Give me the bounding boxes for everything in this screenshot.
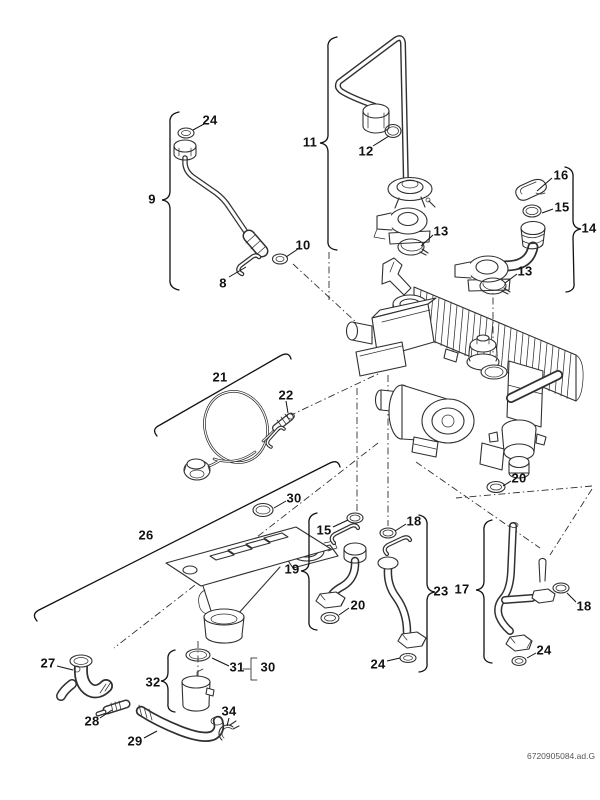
- part-washer-18-left: [380, 528, 396, 538]
- callout-28: 28: [84, 713, 100, 729]
- callout-24-pipe23: 24: [370, 656, 386, 672]
- part-washer-24-top: [178, 128, 194, 138]
- part-oring-30: [253, 504, 273, 517]
- part-hook-clip-21: [267, 428, 284, 448]
- part-washer-15-left: [347, 513, 363, 523]
- bracket-19: [301, 513, 317, 630]
- callout-34: 34: [221, 703, 237, 719]
- callout-27: 27: [40, 655, 56, 671]
- callout-15-right: 15: [554, 199, 570, 215]
- part-pipe-9: [174, 140, 265, 255]
- callout-20-assembly: 20: [511, 470, 527, 486]
- leader-lines: [57, 124, 576, 738]
- part-clip-16: [516, 179, 547, 200]
- part-oring-15-right: [523, 205, 541, 217]
- bracket-32: [161, 650, 175, 712]
- part-washer-20-pipe: [321, 613, 339, 624]
- callout-14: 14: [581, 220, 597, 236]
- callout-13-left: 13: [433, 223, 449, 239]
- part-nipple-28: [98, 701, 126, 714]
- part-pump-head-left: [374, 208, 430, 244]
- callout-24-top: 24: [202, 112, 218, 128]
- assembly-gas-valve: [347, 298, 437, 376]
- part-elbow-27: [61, 655, 111, 696]
- document-code: 6720905084.ad.G: [527, 751, 596, 761]
- part-oring-31: [186, 649, 210, 661]
- callout-9: 9: [148, 191, 156, 207]
- part-clip-23: [385, 537, 410, 554]
- callout-30-oring: 30: [286, 490, 302, 506]
- part-oring-12: [385, 125, 401, 138]
- callout-16: 16: [553, 167, 569, 183]
- bracket-21: [155, 354, 294, 436]
- bracket-17: [476, 520, 492, 663]
- callout-15-left: 15: [316, 522, 332, 538]
- part-screw: [426, 198, 435, 207]
- callout-30-group: 30: [260, 659, 276, 675]
- part-hose-29: [139, 705, 223, 737]
- part-siphon-26: [166, 527, 338, 643]
- callout-17: 17: [454, 581, 470, 597]
- callout-11: 11: [302, 134, 318, 150]
- callout-24-pipe17: 24: [536, 642, 552, 658]
- part-washer-24-pipe17: [512, 657, 526, 666]
- callout-23: 23: [433, 583, 449, 599]
- part-sensor-21: [184, 383, 279, 480]
- callout-32: 32: [145, 674, 161, 690]
- callout-10: 10: [295, 237, 311, 253]
- assembly-pump: [376, 385, 475, 457]
- assembly-lever-bracket: [382, 258, 411, 295]
- callout-21: 21: [212, 369, 228, 385]
- part-oring-20-assembly: [487, 482, 505, 493]
- assembly-port-ring: [481, 365, 507, 379]
- part-upin-17: [539, 558, 546, 582]
- callout-13-right: 13: [517, 263, 533, 279]
- part-pipe-23: [378, 557, 426, 648]
- callout-20-pipe: 20: [350, 597, 366, 613]
- callout-29: 29: [127, 733, 143, 749]
- callout-18-right: 18: [576, 598, 592, 614]
- bracket-11: [320, 37, 337, 250]
- callout-18-left: 18: [406, 513, 422, 529]
- callout-19: 19: [284, 561, 300, 577]
- part-pipe-11: [338, 38, 406, 186]
- part-pipe-17: [498, 523, 555, 652]
- part-pump-head-right: [455, 256, 510, 291]
- bracket-9: [162, 112, 179, 290]
- part-washer-18-right: [553, 583, 569, 593]
- callout-8: 8: [219, 275, 227, 291]
- part-fitting-22: [276, 413, 295, 428]
- bracket-30: [243, 658, 257, 680]
- heat-exchanger-block: [414, 287, 583, 401]
- part-washer-24-pipe23: [400, 654, 416, 663]
- callout-12: 12: [358, 143, 374, 159]
- part-clip-8: [238, 256, 259, 275]
- part-clip-19: [332, 525, 358, 543]
- bracket-14: [565, 167, 581, 292]
- callout-26: 26: [138, 527, 154, 543]
- callout-31: 31: [229, 659, 245, 675]
- part-flange-11: [388, 178, 432, 209]
- callout-22: 22: [278, 387, 294, 403]
- part-washer-10: [273, 254, 288, 264]
